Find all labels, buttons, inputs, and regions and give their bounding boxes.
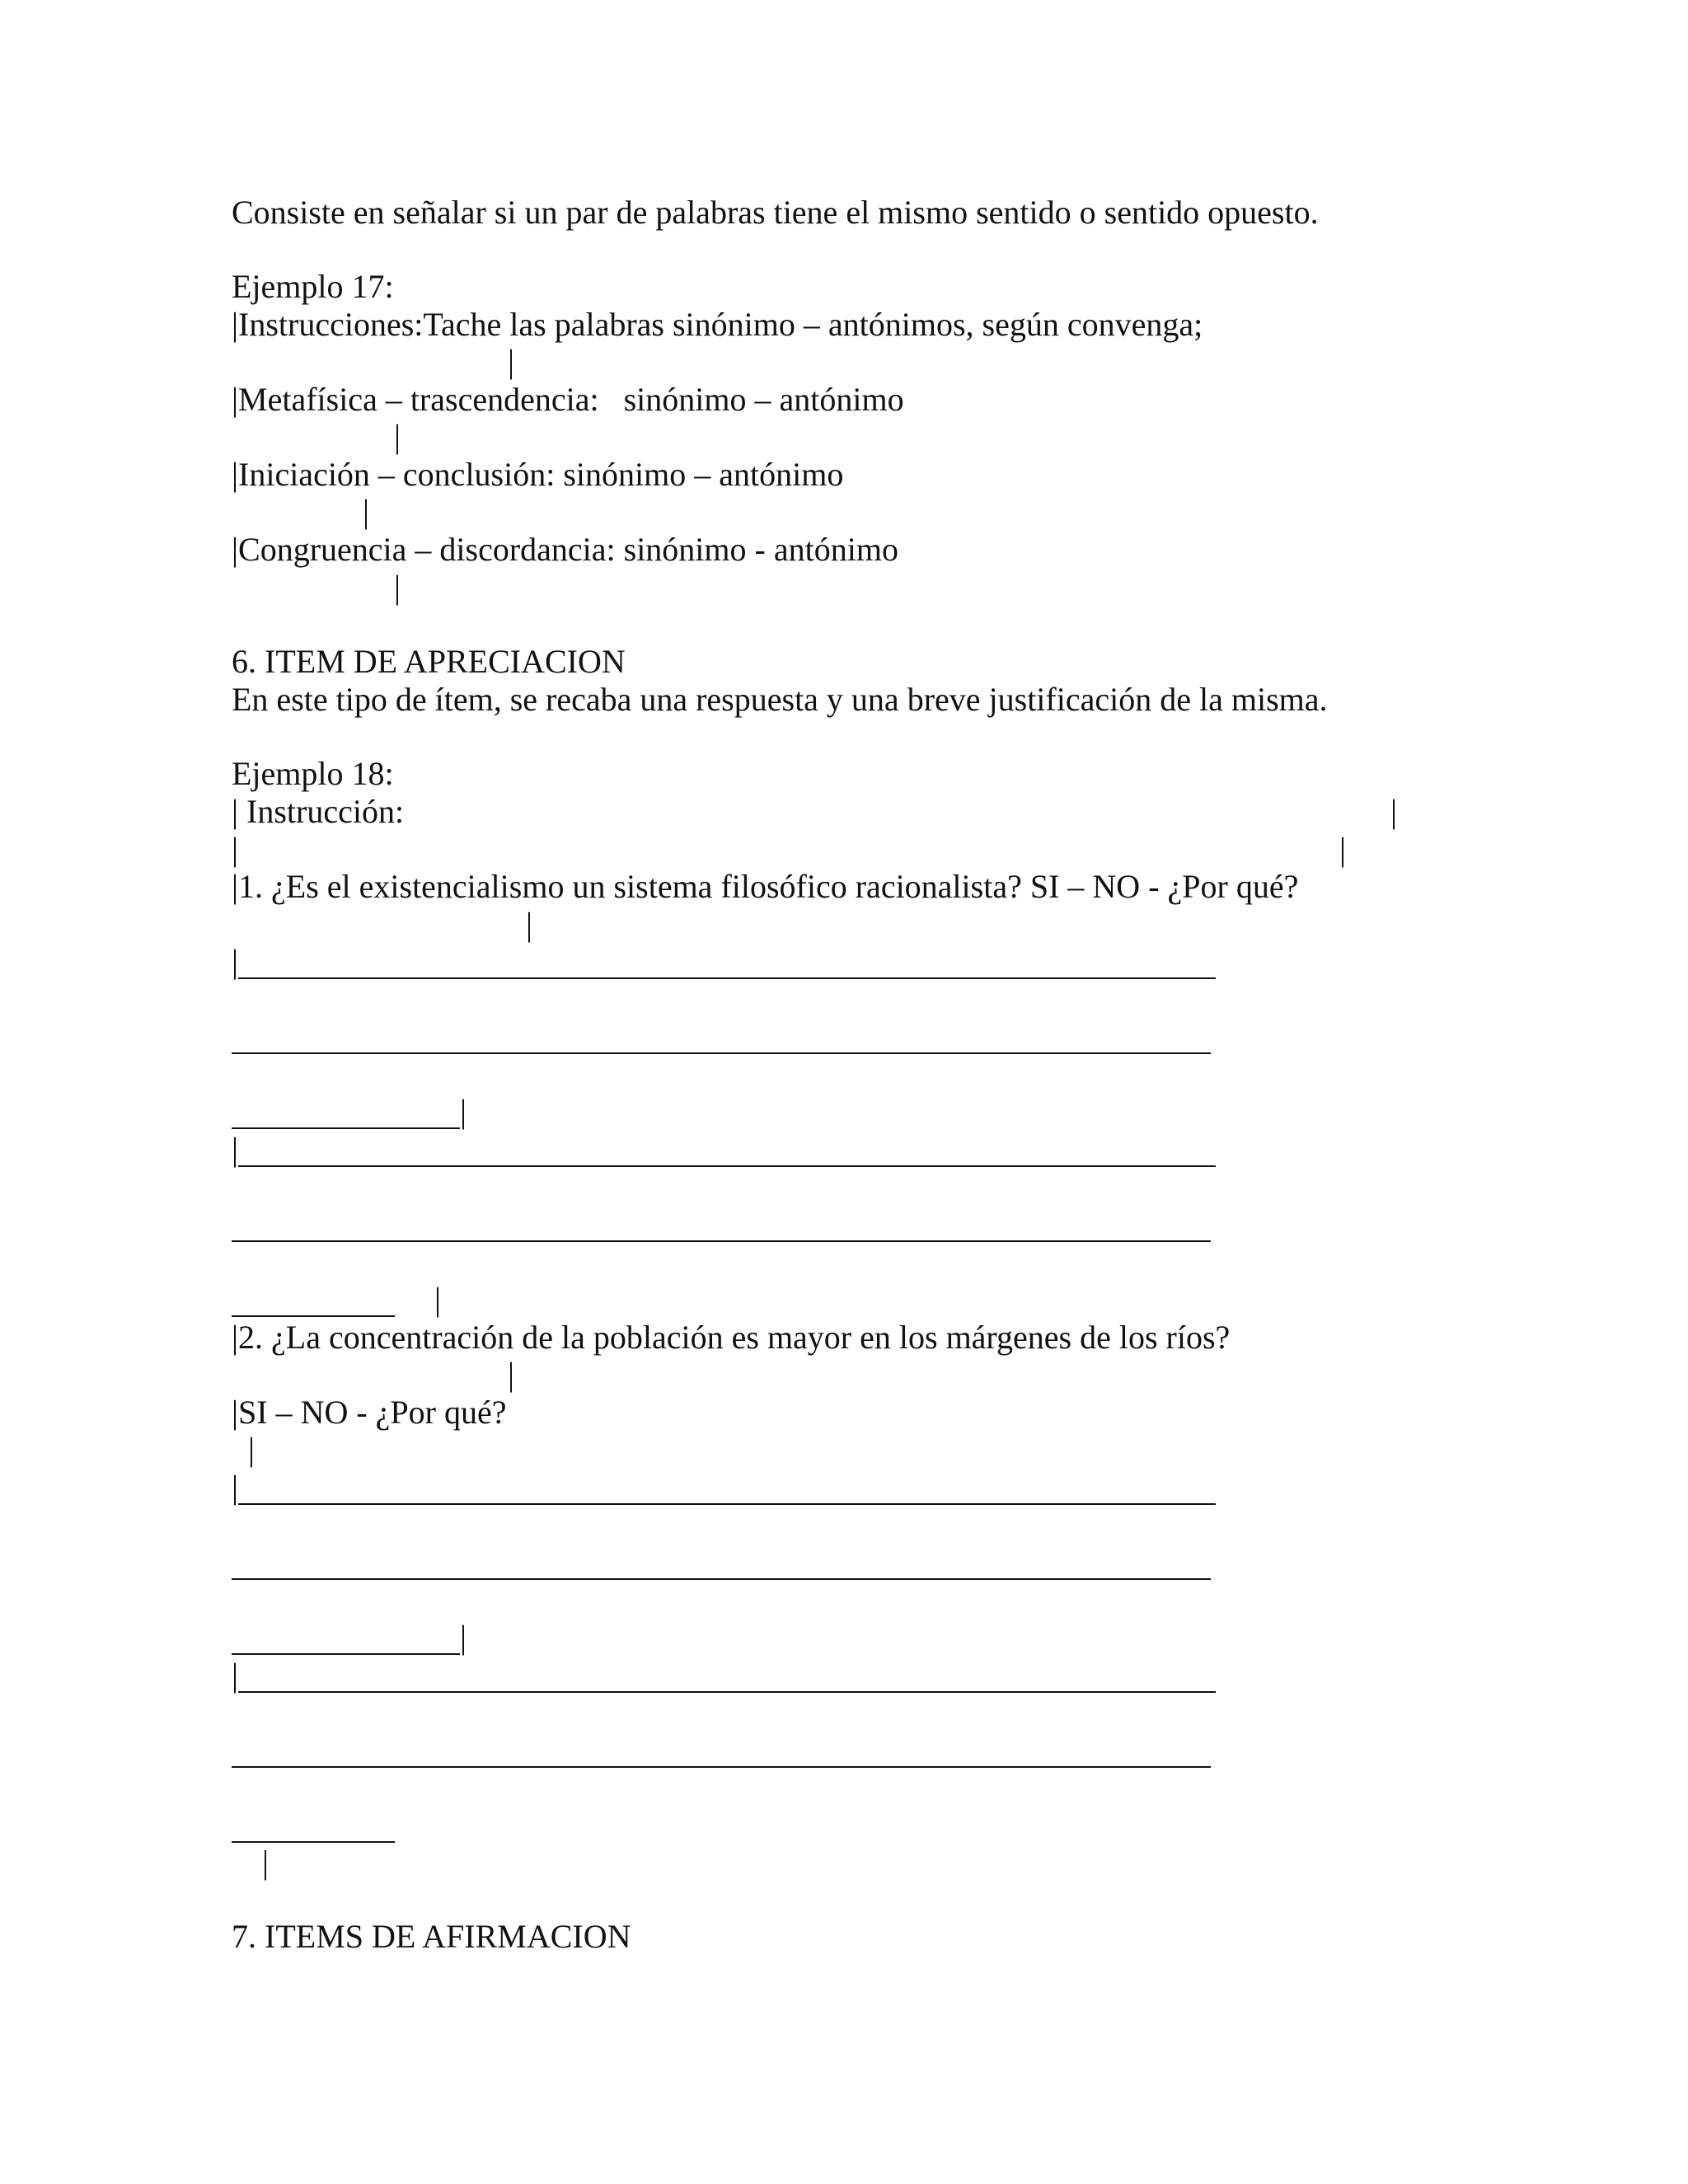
answer-line bbox=[232, 1127, 460, 1129]
answer-line bbox=[238, 1691, 1216, 1693]
answer-line bbox=[232, 1766, 1211, 1768]
table-separator: | bbox=[460, 1619, 467, 1656]
answer-line bbox=[232, 1052, 1211, 1054]
answer-line bbox=[232, 1578, 1211, 1580]
answer-line bbox=[238, 1503, 1216, 1505]
table-separator: | bbox=[526, 906, 533, 943]
question-2-options: |SI – NO - ¿Por qué? bbox=[232, 1394, 507, 1431]
table-separator: | bbox=[232, 943, 239, 980]
example-17-row-3: |Congruencia – discordancia: sinónimo - antónimo bbox=[232, 531, 898, 568]
answer-line bbox=[232, 1653, 460, 1655]
example-17-label: Ejemplo 17: bbox=[232, 268, 394, 305]
example-18-label: Ejemplo 18: bbox=[232, 755, 394, 792]
table-separator: | bbox=[232, 831, 239, 868]
section-6-description: En este tipo de ítem, se recaba una respuesta y una breve justificación de la misma. bbox=[232, 681, 1328, 718]
answer-line bbox=[232, 1841, 395, 1843]
table-separator: | bbox=[508, 1356, 515, 1393]
table-separator: | bbox=[508, 343, 515, 380]
answer-line bbox=[232, 1240, 1211, 1242]
table-separator: | bbox=[394, 418, 401, 455]
table-separator: | bbox=[232, 1469, 239, 1506]
answer-line bbox=[238, 1165, 1216, 1167]
example-17-row-2: |Iniciación – conclusión: sinónimo – antónimo bbox=[232, 456, 844, 493]
table-separator: | bbox=[248, 1431, 256, 1468]
example-17-row-1: |Metafísica – trascendencia: sinónimo – antónimo bbox=[232, 381, 904, 418]
question-2: |2. ¿La concentración de la población es mayor en los márgenes de los ríos? bbox=[232, 1319, 1231, 1356]
table-separator: | bbox=[460, 1093, 467, 1130]
answer-line bbox=[232, 1315, 395, 1317]
intro-paragraph: Consiste en señalar si un par de palabras tiene el mismo sentido o sentido opuesto. bbox=[232, 194, 1319, 231]
section-6-heading: 6. ITEM DE APRECIACION bbox=[232, 643, 626, 680]
table-separator: | bbox=[363, 493, 370, 530]
table-separator: | bbox=[232, 1657, 239, 1694]
table-separator: | bbox=[1339, 831, 1347, 868]
table-separator: | bbox=[232, 1131, 239, 1168]
table-separator: | bbox=[262, 1844, 270, 1881]
question-1: |1. ¿Es el existencialismo un sistema filosófico racionalista? SI – NO - ¿Por qué? bbox=[232, 868, 1299, 905]
table-separator: | bbox=[434, 1281, 442, 1318]
section-7-heading: 7. ITEMS DE AFIRMACION bbox=[232, 1918, 631, 1955]
example-18-instruction: | Instrucción: bbox=[232, 793, 405, 830]
table-separator: | bbox=[1390, 793, 1398, 830]
answer-line bbox=[238, 977, 1216, 979]
example-17-instruction: |Instrucciones:Tache las palabras sinónimo – antónimos, según convenga; bbox=[232, 306, 1203, 343]
table-separator: | bbox=[394, 569, 401, 606]
